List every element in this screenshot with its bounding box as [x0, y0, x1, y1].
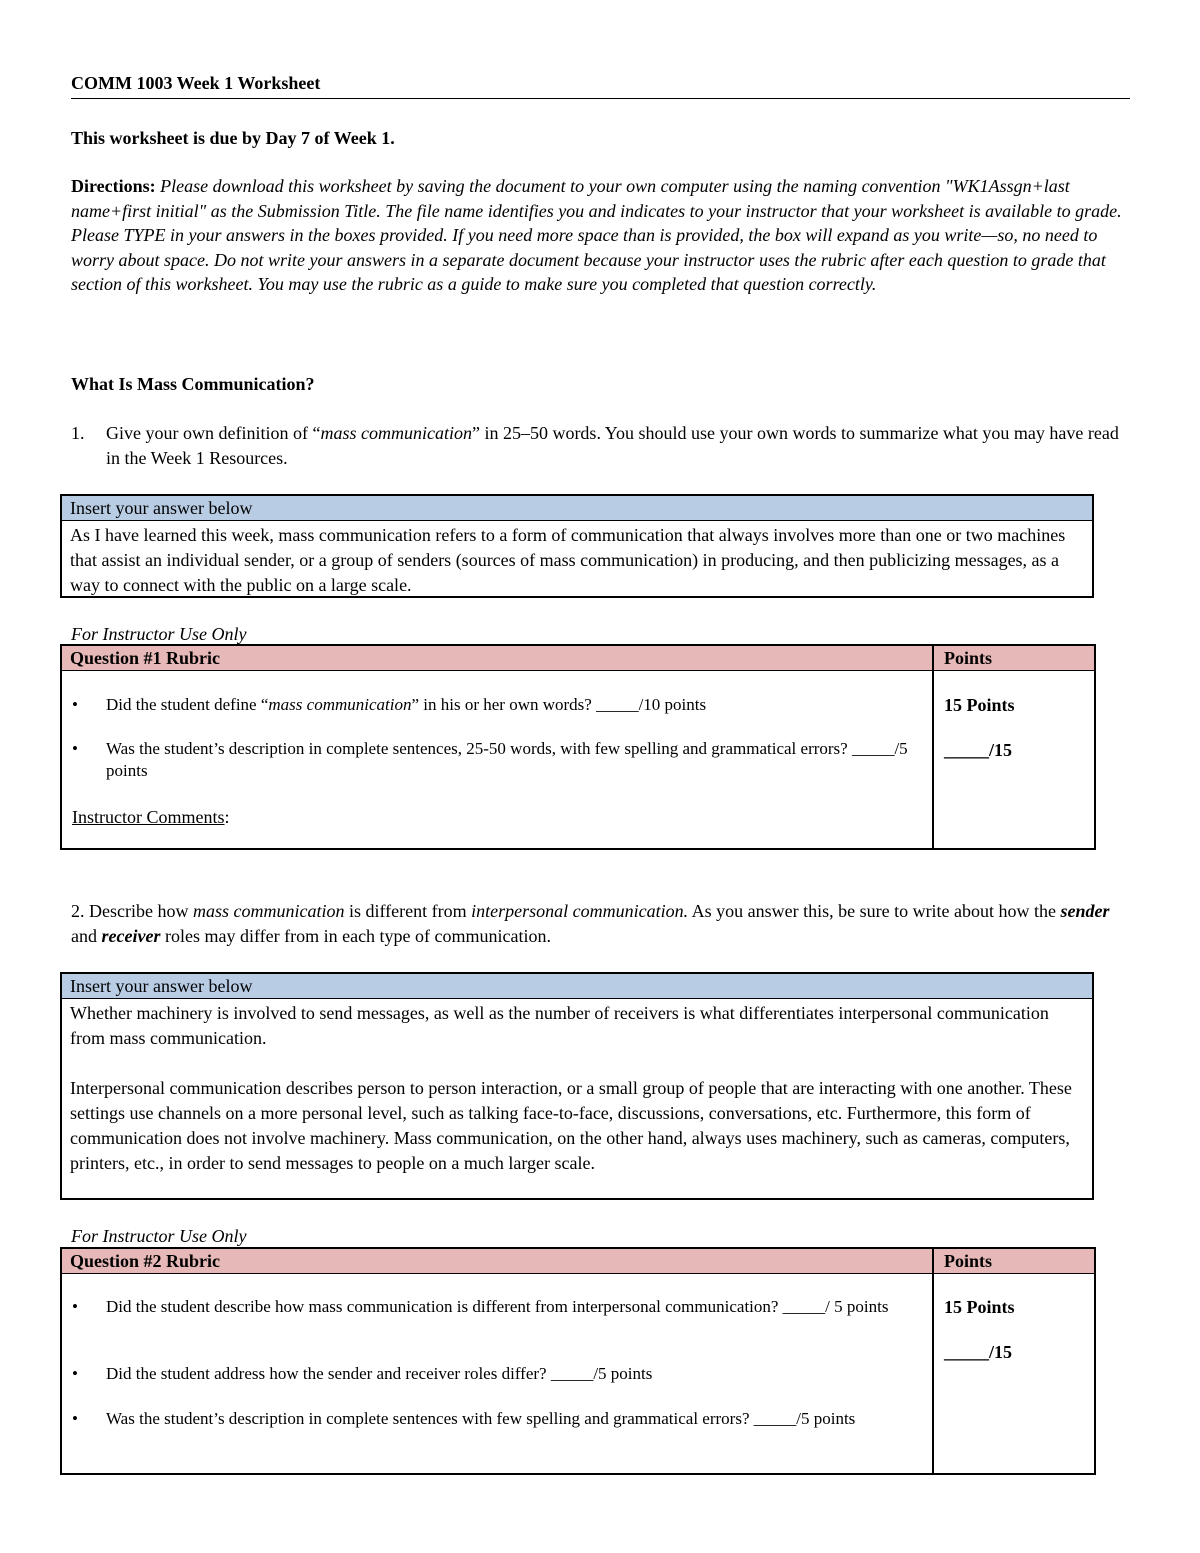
rubric-2-points-header: Points [944, 1251, 993, 1271]
instructor-note-2: For Instructor Use Only [71, 1226, 247, 1246]
rubric-2-body [62, 1274, 1094, 1474]
answer-box-1-header: Insert your answer below [62, 496, 1092, 521]
rubric-2-criterion: • Did the student address how the sender and receiver roles differ? _____/5 points [72, 1364, 653, 1383]
answer-2-input[interactable] [62, 999, 1092, 1176]
rubric-1-total-points: 15 Points [944, 695, 1015, 715]
rubric-1-criteria-cell [62, 671, 934, 849]
question-1-number: 1. [71, 423, 85, 443]
rubric-1-header-row [62, 646, 1094, 671]
rubric-2-score-field[interactable]: _____/15 [944, 1342, 1013, 1362]
answer-2-paragraph: Whether machinery is involved to send messages, as well as the number of receivers is what differentiates interpersonal communication from mass communication. [70, 1003, 1049, 1048]
answer-1-input[interactable] [62, 521, 1092, 598]
question-2: 2. Describe how mass communication is different from interpersonal communication. As you answer this, be sure to write about how the sender and receiver roles may differ from in each type of communication. [71, 901, 1110, 946]
question-1-term: mass communication [320, 423, 472, 443]
rubric-2-criterion: • Did the student describe how mass communication is different from interpersonal communication? _____/ 5 points [72, 1297, 889, 1316]
rubric-2-points-cell [934, 1274, 1094, 1474]
question-1-text: Give your own definition of “mass communication” in 25–50 words. You should use your own words to summarize what you may have read in the Week 1 Resources. [106, 423, 1119, 468]
rubric-1-points-header: Points [944, 648, 993, 668]
rubric-1-points-cell [934, 671, 1094, 849]
rubric-1-body [62, 671, 1094, 849]
instructor-comments[interactable]: Instructor Comments: [72, 807, 230, 827]
answer-1-text: As I have learned this week, mass communication refers to a form of communication that always involves more than one or two machines that assist an individual sender, or a group of senders (sources of mass communication) in producing, and then publicizing messages, as a way to connect with the public on a large scale. [70, 525, 1066, 595]
bullet-icon: • [72, 1409, 78, 1428]
rubric-table-2 [60, 1247, 1096, 1475]
answer-box-1 [60, 494, 1094, 598]
bullet-icon: • [72, 1364, 78, 1383]
rubric-2-criterion: • Was the student’s description in complete sentences with few spelling and grammatical errors? _____/5 points [72, 1409, 856, 1428]
due-note: This worksheet is due by Day 7 of Week 1. [71, 128, 395, 148]
directions-label: Directions: [71, 176, 156, 196]
document-title: COMM 1003 Week 1 Worksheet [71, 72, 1130, 99]
bullet-icon: • [72, 695, 78, 714]
question-1 [71, 421, 1131, 471]
instructor-comments-label: Instructor Comments [72, 807, 225, 827]
directions [71, 174, 1136, 297]
section-title: What Is Mass Communication? [71, 374, 315, 394]
answer-2-paragraph: Interpersonal communication describes person to person interaction, or a small group of people that are interacting with one another. These settings use channels on a more personal level, such as talking face-to-face, discussions, conversations, etc. Furthermore, this form of communication does not involve machinery. Mass communication, on the other hand, always uses machinery, such as cameras, computers, printers, etc., in order to send messages to people on a much larger scale. [70, 1078, 1072, 1173]
rubric-2-total-points: 15 Points [944, 1297, 1015, 1317]
rubric-2-title: Question #2 Rubric [62, 1249, 934, 1273]
instructor-note-1: For Instructor Use Only [71, 624, 247, 644]
rubric-1-score-field[interactable]: _____/15 [944, 740, 1013, 760]
rubric-2-criteria-cell [62, 1274, 934, 1474]
answer-box-2-header: Insert your answer below [62, 974, 1092, 999]
rubric-1-title: Question #1 Rubric [62, 646, 934, 670]
bullet-icon: • [72, 739, 78, 758]
answer-box-2 [60, 972, 1094, 1200]
rubric-1-criterion: • Did the student define “mass communication” in his or her own words? _____/10 points [72, 695, 707, 714]
bullet-icon: • [72, 1297, 78, 1316]
directions-text: Please download this worksheet by saving the document to your own computer using the naming convention "WK1Assgn+last name+first initial" as the Submission Title. The file name identifies you and indicates to your instructor that your worksheet is available to grade. Please TYPE in your answers in the boxes provided. If you need more space than is provided, the box will expand as you write—so, no need to worry about space. Do not write your answers in a separate document because your instructor uses the rubric after each question to grade that section of this worksheet. You may use the rubric as a guide to make sure you completed that question correctly. [71, 176, 1122, 295]
rubric-table-1 [60, 644, 1096, 850]
rubric-1-criterion: • Was the student’s description in complete sentences, 25-50 words, with few spelling and grammatical errors? _____/5 points [72, 739, 908, 780]
rubric-2-header-row [62, 1249, 1094, 1274]
